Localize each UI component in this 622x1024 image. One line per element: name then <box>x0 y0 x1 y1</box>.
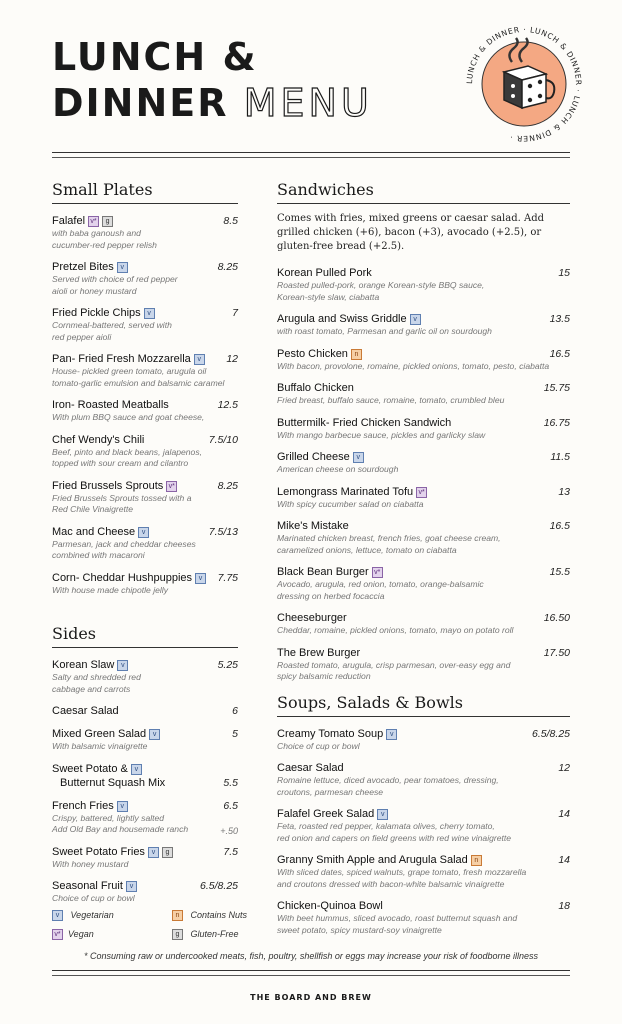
vegetarian-badge-icon: v <box>194 354 205 365</box>
menu-item <box>277 807 570 844</box>
sides-title: Sides <box>52 624 238 648</box>
menu-item-description: Roasted tomato, arugula, crisp parmesan, over-easy egg and <box>277 659 511 670</box>
menu-item-price: 12.5 <box>217 399 238 411</box>
menu-item-name: Grilled Cheese v <box>277 450 570 464</box>
vegan-badge-icon: v* <box>372 567 383 578</box>
menu-item-price: 15.75 <box>543 382 570 394</box>
menu-item-description: With balsamic vinaigrette <box>52 741 148 751</box>
menu-item-description: Feta, roasted red pepper, kalamata olives, cherry tomato, <box>277 821 495 831</box>
menu-item-name: Caesar Salad <box>277 762 344 774</box>
menu-item-name: Sweet Potato & v <box>52 762 238 776</box>
menu-item-price: 7.75 <box>217 571 238 584</box>
menu-item-name: Buttermilk- Fried Chicken Sandwich <box>277 416 452 429</box>
menu-item <box>52 352 238 389</box>
menu-item <box>277 761 570 798</box>
menu-item-name: Seasonal Fruit v <box>52 879 238 893</box>
menu-item-description: American cheese on sourdough <box>277 464 399 474</box>
menu-item-description: sweet potato, spicy mustard-soy vinaigrette <box>277 924 442 935</box>
menu-item <box>52 525 238 562</box>
vegan-badge-icon: v* <box>166 481 177 492</box>
menu-item-name: Chicken-Quinoa Bowl <box>277 900 383 912</box>
vegetarian-badge-icon: v <box>195 573 206 584</box>
right-column <box>277 180 570 945</box>
menu-item <box>277 611 570 637</box>
legend-vegetarian <box>52 910 114 921</box>
menu-title-dinner: DINNER <box>52 81 229 125</box>
left-column <box>52 180 238 914</box>
menu-item-description: Choice of cup or bowl <box>52 893 135 903</box>
small-plates-title: Small Plates <box>52 180 238 204</box>
menu-item-name: The Brew Burger <box>277 646 361 659</box>
menu-item <box>277 853 570 890</box>
menu-item-price: 13.5 <box>549 313 570 325</box>
menu-item-description: Fried breast, buffalo sauce, romaine, tomato, crumbled bleu <box>277 395 505 405</box>
vegan-badge-icon: v* <box>52 929 63 940</box>
menu-item-description: With bacon, provolone, romaine, pickled onions, tomato, pesto, ciabatta <box>277 360 550 371</box>
header-rule-bottom <box>52 157 570 158</box>
menu-item <box>277 646 570 683</box>
menu-item-name: Sweet Potato Fries v g <box>52 845 238 859</box>
menu-item-name: Chef Wendy's Chili <box>52 433 145 446</box>
nuts-badge-icon: n <box>351 349 362 360</box>
menu-item-description: Red Chile Vinaigrette <box>52 504 134 514</box>
menu-item-price: 12 <box>226 353 238 365</box>
menu-item-description: With mango barbecue sauce, pickles and garlicky slaw <box>277 429 486 440</box>
menu-item-price: 17.50 <box>543 646 570 659</box>
menu-item-price: 16.75 <box>543 416 570 429</box>
vegan-badge-icon: v* <box>416 487 427 498</box>
menu-item <box>277 381 570 407</box>
menu-item-name: Buffalo Chicken <box>277 382 354 394</box>
menu-item <box>52 727 238 753</box>
menu-item-name: Creamy Tomato Soup v <box>277 727 570 741</box>
gluten-free-badge-icon: g <box>162 847 173 858</box>
vegetarian-badge-icon: v <box>144 308 155 319</box>
menu-item-price: 14 <box>558 854 570 866</box>
menu-item-description: Salty and shredded red <box>52 672 141 682</box>
menu-item-description: Add Old Bay and housemade ranch +.50 <box>52 824 238 836</box>
vegetarian-badge-icon: v <box>117 660 128 671</box>
vegan-badge-icon: v* <box>88 216 99 227</box>
menu-item <box>277 416 570 442</box>
menu-item-description: Korean-style slaw, ciabatta <box>277 291 380 302</box>
menu-title-line2 <box>52 80 373 126</box>
menu-item-price: 7.5/10 <box>208 433 238 446</box>
menu-item-description: croutons, parmesan cheese <box>277 786 384 797</box>
menu-item-price: 8.25 <box>217 261 238 273</box>
vegetarian-badge-icon: v <box>52 910 63 921</box>
nuts-badge-icon: n <box>172 910 183 921</box>
menu-item <box>52 260 238 297</box>
vegetarian-badge-icon: v <box>353 452 364 463</box>
legend-nuts <box>172 910 247 921</box>
menu-item-description: red onion and capers on field greens with red wine vinaigrette <box>277 832 512 843</box>
menu-item-description: Beef, pinto and black beans, jalapenos, <box>52 446 203 457</box>
menu-item-price: 5 <box>232 728 238 740</box>
sandwiches-title: Sandwiches <box>277 180 570 204</box>
sides-list <box>52 658 238 905</box>
menu-item-description: With house made chipotle jelly <box>52 584 168 595</box>
menu-item-description: Fried Brussels Sprouts tossed with a <box>52 492 192 503</box>
menu-item-price: 16.5 <box>549 520 570 532</box>
menu-item-description: With beet hummus, sliced avocado, roast butternut squash and <box>277 913 518 923</box>
menu-item <box>277 347 570 373</box>
menu-item-name: Granny Smith Apple and Arugula Salad n <box>277 853 570 867</box>
brand-logo-text: THE BOARD AND BREW <box>250 993 372 1002</box>
legend-vegan <box>52 929 94 940</box>
menu-item-description: tomato-garlic emulsion and balsamic caramel <box>52 377 225 388</box>
menu-item-name: Corn- Cheddar Hushpuppies v <box>52 571 238 585</box>
menu-item <box>277 565 570 602</box>
footer-rule-top <box>52 970 570 971</box>
vegetarian-badge-icon: v <box>138 527 149 538</box>
logo-badge <box>462 22 586 146</box>
menu-item-extra-price: +.50 <box>220 826 238 836</box>
menu-item-price: 13 <box>558 485 570 498</box>
menu-item-description: with baba ganoush and <box>52 228 141 238</box>
menu-item-name: Black Bean Burger v* <box>277 565 570 579</box>
vegetarian-badge-icon: v <box>377 809 388 820</box>
menu-item <box>52 762 238 790</box>
menu-item-description: dressing on herbed focaccia <box>277 590 385 601</box>
menu-item-description: House- pickled green tomato, arugula oil <box>52 366 207 376</box>
menu-item-description: With sliced dates, spiced walnuts, grape tomato, fresh mozzarella <box>277 867 527 877</box>
menu-item-description: Served with choice of red pepper <box>52 274 178 284</box>
menu-item <box>52 433 238 470</box>
legend-gluten-free-label: Gluten-Free <box>190 929 239 939</box>
menu-item-name: Mac and Cheese v <box>52 525 238 539</box>
menu-title-line1: LUNCH & <box>52 35 258 79</box>
menu-item <box>52 845 238 871</box>
nuts-badge-icon: n <box>471 855 482 866</box>
soups-list <box>277 727 570 937</box>
menu-item-name: Falafel v* g <box>52 214 238 228</box>
menu-item-price: 16.5 <box>549 347 570 360</box>
menu-item-name: Fried Brussels Sprouts v* <box>52 479 238 493</box>
menu-item <box>277 519 570 556</box>
menu-item-description: Cornmeal-battered, served with <box>52 320 172 330</box>
vegetarian-badge-icon: v <box>148 847 159 858</box>
menu-item <box>52 306 238 343</box>
menu-item-description: cucumber-red pepper relish <box>52 239 157 250</box>
menu-item-description: combined with macaroni <box>52 550 145 560</box>
menu-item <box>52 799 238 836</box>
menu-item-price: 7 <box>232 307 238 319</box>
menu-title-menu: MENU <box>243 81 373 125</box>
menu-item-price: 14 <box>558 808 570 820</box>
menu-item-price: 7.5 <box>223 845 238 858</box>
menu-item-description: cabbage and carrots <box>52 683 131 694</box>
menu-item-price: 5.5 <box>223 776 238 789</box>
menu-item-description: with roast tomato, Parmesan and garlic oil on sourdough <box>277 326 492 336</box>
logo-ring-text: LUNCH & DINNER · LUNCH & DINNER · LUNCH & DINNER · <box>464 24 584 144</box>
menu-item-price: 12 <box>558 762 570 774</box>
menu-item <box>277 266 570 303</box>
menu-item-description: topped with sour cream and cilantro <box>52 458 189 468</box>
menu-item-name: Pesto Chicken n <box>277 347 570 361</box>
menu-item-price: 8.5 <box>223 215 238 227</box>
menu-item-description: Crispy, battered, lightly salted <box>52 812 165 823</box>
menu-item <box>52 214 238 251</box>
menu-item-name: Korean Slaw v <box>52 658 238 672</box>
foodborne-illness-footnote: * Consuming raw or undercooked meats, fish, poultry, shellfish or eggs may increase your risk of foodborne illness <box>83 951 539 961</box>
menu-item-price: 11.5 <box>550 451 570 463</box>
menu-item-price: 5.25 <box>217 659 238 671</box>
menu-item-name: Arugula and Swiss Griddle v <box>277 312 570 326</box>
menu-item <box>277 899 570 936</box>
gluten-free-badge-icon: g <box>172 929 183 940</box>
vegetarian-badge-icon: v <box>386 729 397 740</box>
soups-title: Soups, Salads & Bowls <box>277 693 570 717</box>
vegetarian-badge-icon: v <box>117 262 128 273</box>
menu-item <box>52 704 238 718</box>
gluten-free-badge-icon: g <box>102 216 113 227</box>
vegetarian-badge-icon: v <box>149 729 160 740</box>
menu-item-name: Fried Pickle Chips v <box>52 306 238 320</box>
menu-item <box>277 485 570 511</box>
menu-item <box>52 479 238 516</box>
menu-item-name-continued: Butternut Squash Mix 5.5 <box>60 776 238 789</box>
menu-item-description: With plum BBQ sauce and goat cheese, <box>52 412 205 422</box>
menu-item <box>52 571 238 597</box>
header-rule-top <box>52 152 570 153</box>
menu-item-name: Mixed Green Salad v <box>52 727 238 741</box>
menu-item-price: 7.5/13 <box>208 525 238 538</box>
menu-item-name: Iron- Roasted Meatballs <box>52 399 169 411</box>
menu-item-price: 15.5 <box>549 566 570 578</box>
menu-item <box>277 312 570 338</box>
menu-item-name: Pretzel Bites v <box>52 260 238 274</box>
menu-item <box>52 879 238 905</box>
menu-item-description: caramelized onions, lettuce, tomato on ciabatta <box>277 544 457 555</box>
menu-item-description: Cheddar, romaine, pickled onions, tomato, mayo on potato roll <box>277 625 514 635</box>
menu-item-description: and croutons dressed with bacon-white balsamic vinaigrette <box>277 878 505 889</box>
menu-item <box>52 658 238 695</box>
sandwiches-list <box>277 266 570 683</box>
menu-item-name: Falafel Greek Salad v <box>277 807 570 821</box>
vegetarian-badge-icon: v <box>117 801 128 812</box>
menu-item-name: Pan- Fried Fresh Mozzarella v <box>52 352 238 366</box>
menu-item <box>277 727 570 753</box>
legend-nuts-label: Contains Nuts <box>190 910 248 920</box>
menu-item-price: 18 <box>558 900 570 912</box>
legend-vegan-label: Vegan <box>68 929 94 939</box>
menu-item-description: With honey mustard <box>52 858 129 869</box>
menu-item-description: Romaine lettuce, diced avocado, pear tomatoes, dressing, <box>277 775 499 785</box>
menu-item-description: With spicy cucumber salad on ciabatta <box>277 498 424 509</box>
menu-item-price: 6.5/8.25 <box>532 727 570 740</box>
menu-item-description: Marinated chicken breast, french fries, goat cheese cream, <box>277 533 501 543</box>
menu-item-name: Korean Pulled Pork <box>277 267 372 279</box>
menu-item-name: Lemongrass Marinated Tofu v* <box>277 485 570 499</box>
menu-item-name: Caesar Salad <box>52 705 119 717</box>
menu-item-description: Choice of cup or bowl <box>277 740 360 751</box>
menu-item-description: aioli or honey mustard <box>52 285 137 296</box>
menu-item-description: red pepper aioli <box>52 331 112 342</box>
vegetarian-badge-icon: v <box>410 314 421 325</box>
legend-vegetarian-label: Vegetarian <box>70 910 114 920</box>
menu-item-price: 8.25 <box>217 479 238 492</box>
menu-item-name: French Fries v <box>52 799 238 813</box>
vegetarian-badge-icon: v <box>126 881 137 892</box>
menu-item-description: Parmesan, jack and cheddar cheeses <box>52 538 196 549</box>
menu-item-price: 6 <box>232 705 238 717</box>
legend-gluten-free <box>172 929 239 940</box>
menu-item-description: Roasted pulled-pork, orange Korean-style BBQ sauce, <box>277 280 485 290</box>
menu-item-price: 6.5 <box>223 799 238 812</box>
small-plates-list <box>52 214 238 596</box>
menu-item-name: Cheeseburger <box>277 612 347 624</box>
menu-item-price: 6.5/8.25 <box>200 880 238 892</box>
menu-item-description: spicy balsamic reduction <box>277 671 371 681</box>
menu-item-description: Avocado, arugula, red onion, tomato, orange-balsamic <box>277 579 484 589</box>
footer-rule-bottom <box>52 975 570 976</box>
menu-item-price: 15 <box>558 267 570 279</box>
menu-item-price: 16.50 <box>543 612 570 624</box>
menu-item-name: Mike's Mistake <box>277 520 349 532</box>
menu-item <box>277 450 570 476</box>
menu-item <box>52 398 238 424</box>
sandwiches-intro: Comes with fries, mixed greens or caesar salad. Add grilled chicken (+6), bacon (+3), avocado (+2.5), or gluten-free bread (+2.5). <box>277 213 545 252</box>
vegetarian-badge-icon: v <box>131 764 142 775</box>
